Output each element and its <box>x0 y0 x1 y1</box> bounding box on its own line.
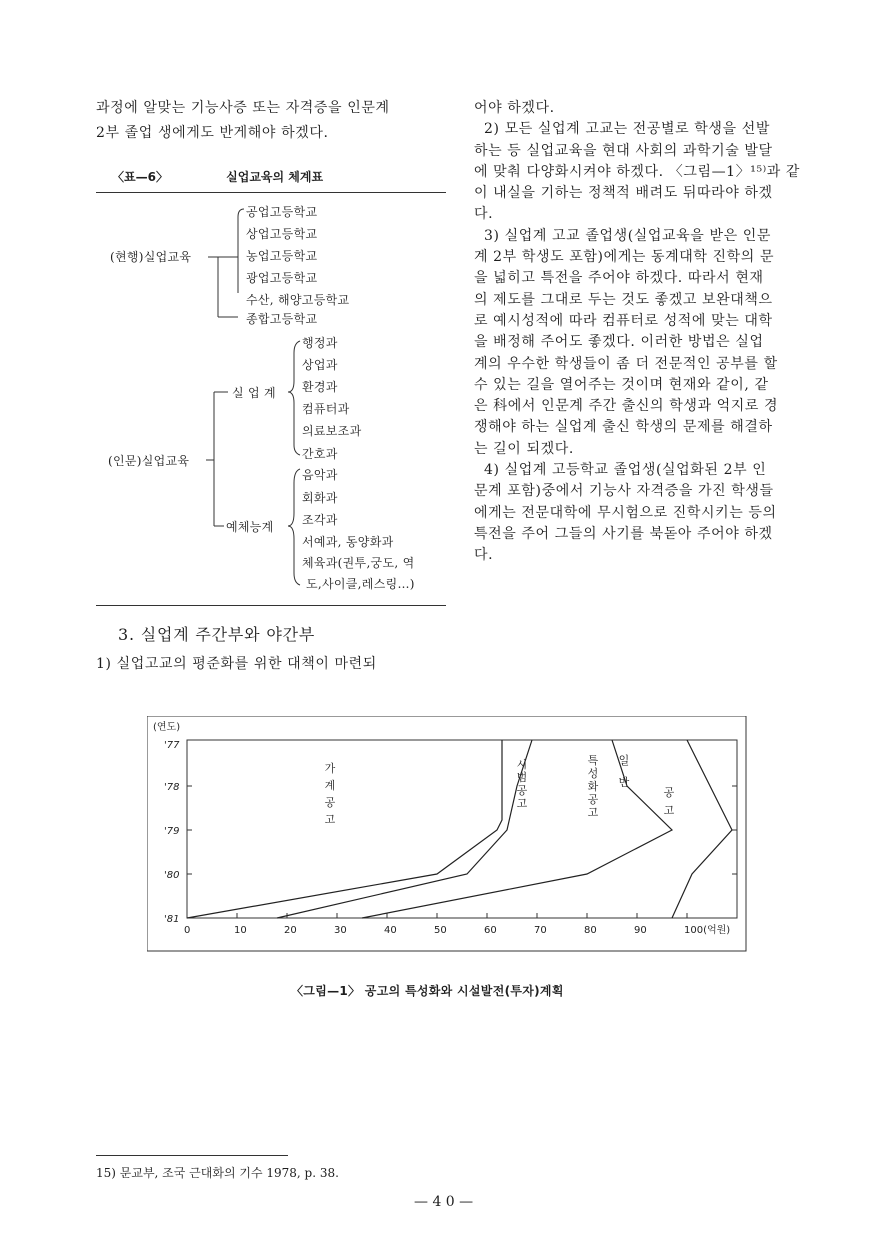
y-tick-label: '77 <box>164 740 180 751</box>
text-line: 에게는 전문대학에 무시험으로 진학시키는 등의 <box>474 504 777 521</box>
region-label-ilban-gonggo: 공 <box>663 786 675 799</box>
x-tick-label: 90 <box>634 925 647 936</box>
department-item: 간호과 <box>302 447 338 461</box>
text-line: 로 예시성적에 따라 컴퓨터로 성적에 맞는 대학 <box>474 312 773 329</box>
text-line: 계의 우수한 학생들이 좀 더 전문적인 공부를 할 <box>474 355 778 372</box>
department-item: 조각과 <box>302 513 338 527</box>
region-label-gagye: 공 <box>324 796 336 809</box>
department-item: 서예과, 동양화과 <box>302 535 394 549</box>
page-number: — 4 0 — <box>414 1194 474 1210</box>
region-label-teukseonghwa: 화 <box>587 780 599 793</box>
department-item: 행정과 <box>302 336 338 350</box>
x-tick-label: 80 <box>584 925 597 936</box>
text-line: 하는 등 실업교육을 현대 사회의 과학기술 발달 <box>474 142 773 159</box>
text-line: 다. <box>474 206 494 223</box>
chart-plot-frame <box>187 740 737 918</box>
left-intro-text <box>96 98 446 145</box>
text-line: 계 2부 학생도 포함)에게는 동계대학 진학의 문 <box>474 249 775 266</box>
region-label-ilban: 반 <box>618 776 630 789</box>
department-item: 도,사이클,레스링…) <box>306 577 415 591</box>
area-chart <box>147 716 747 952</box>
text-line: 는 길이 되겠다. <box>474 440 574 457</box>
region-label-sibeom: 공 <box>516 784 528 797</box>
current-item: 농업고등학교 <box>246 249 318 263</box>
table-title: 실업교육의 체계표 <box>226 170 324 184</box>
x-tick-label: 20 <box>284 925 297 936</box>
region-label-teukseonghwa: 공 <box>587 793 599 806</box>
y-tick-label: '81 <box>164 914 180 925</box>
y-tick-label: '79 <box>164 826 180 837</box>
current-item: 수산, 해양고등학교 <box>246 293 350 307</box>
x-tick-label: 0 <box>184 925 191 936</box>
y-unit-label: (연도) <box>153 722 181 733</box>
y-tick-label: '80 <box>164 870 180 881</box>
section-heading: 3. 실업계 주간부와 야간부 <box>118 625 316 644</box>
text-line: 을 배정해 주어도 좋겠다. 이러한 방법은 실업 <box>474 334 764 351</box>
current-item: 광업고등학교 <box>246 271 318 285</box>
department-item: 의료보조과 <box>302 424 362 438</box>
region-label-sibeom: 시 <box>516 758 528 771</box>
footnote: 15) 문교부, 조국 근대화의 기수 1978, p. 38. <box>96 1166 339 1180</box>
figure-chart <box>147 716 747 952</box>
text-line: 쟁해야 하는 실업계 출신 학생의 문제를 해결하 <box>474 419 773 436</box>
right-column-text <box>474 98 826 567</box>
region-label-ilban: 일 <box>618 754 630 767</box>
x-tick-label: 10 <box>234 925 247 936</box>
text-line: 다. <box>474 547 494 564</box>
branch-vocational: 실 업 계 <box>232 386 276 400</box>
text-line: 은 科에서 인문계 주간 출신의 학생과 억지로 경 <box>474 398 779 415</box>
text-line: 특전을 주어 그들의 사기를 북돋아 주어야 하겠 <box>474 525 773 542</box>
department-item: 체육과(권투,궁도, 역 <box>302 556 415 570</box>
boundary-line <box>672 740 732 918</box>
education-system-table <box>96 192 446 606</box>
x-tick-label: 60 <box>484 925 497 936</box>
text-line: 어야 하겠다. <box>474 100 555 116</box>
region-label-sibeom: 고 <box>516 797 528 810</box>
text-line: 에 맞춰 다양화시켜야 하겠다. 〈그림—1〉¹⁵⁾과 같 <box>474 163 801 180</box>
branch-arts-sports: 예체능계 <box>226 520 274 534</box>
current-item: 종합고등학교 <box>246 312 318 326</box>
text-line: 의 제도를 그대로 두는 것도 좋겠고 보완대책으 <box>474 291 773 308</box>
y-tick-label: '78 <box>164 782 180 793</box>
text-line: 3) 실업계 고교 졸업생(실업교육을 받은 인문 <box>484 227 771 244</box>
department-item: 환경과 <box>302 380 338 394</box>
region-label-ilban-gonggo: 고 <box>663 804 675 817</box>
current-system-root: (현행)실업교육 <box>110 250 192 264</box>
text-line: 이 내실을 기하는 정책적 배려도 뒤따라야 하겠 <box>474 185 773 202</box>
text-line: 수 있는 길을 열어주는 것이며 현재와 같이, 같 <box>474 376 769 393</box>
text-line: 과정에 알맞는 기능사증 또는 자격증을 인문계 <box>96 100 390 116</box>
text-line: 4) 실업계 고등학교 졸업생(실업화된 2부 인 <box>484 462 767 479</box>
region-label-gagye: 고 <box>324 813 336 826</box>
text-line: 문계 포함)중에서 기능사 자격증을 가진 학생들 <box>474 483 774 500</box>
region-label-gagye: 가 <box>324 762 336 775</box>
figure-caption: 〈그림—1〉 공고의 특성화와 시설발전(투자)계획 <box>291 984 564 998</box>
x-tick-label: 40 <box>384 925 397 936</box>
department-item: 컴퓨터과 <box>302 402 350 416</box>
footnote-rule <box>96 1155 288 1156</box>
table-label: 〈표—6〉 <box>112 170 168 184</box>
current-item: 공업고등학교 <box>246 205 318 219</box>
boundary-line <box>277 740 532 918</box>
boundary-line <box>187 740 502 918</box>
current-item: 상업고등학교 <box>246 227 318 241</box>
table-caption <box>112 168 323 185</box>
region-label-gagye: 계 <box>324 779 336 792</box>
department-item: 회화과 <box>302 491 338 505</box>
section-text-line: 1) 실업고교의 평준화를 위한 대책이 마련되 <box>96 656 377 672</box>
x-tick-label: 70 <box>534 925 547 936</box>
region-label-teukseonghwa: 성 <box>587 767 599 780</box>
liberal-system-root: (인문)실업교육 <box>108 454 190 468</box>
region-label-sibeom: 범 <box>516 771 528 784</box>
x-tick-label: 30 <box>334 925 347 936</box>
region-label-teukseonghwa: 고 <box>587 806 599 819</box>
text-line: 2부 졸업 생에게도 반게해야 하겠다. <box>96 125 329 142</box>
text-line: 을 넓히고 특전을 주어야 하겠다. 따라서 현재 <box>474 270 764 287</box>
x-tick-label: 100(억원) <box>684 925 731 936</box>
x-tick-label: 50 <box>434 925 447 936</box>
text-line: 2) 모든 실업계 고교는 전공별로 학생을 선발 <box>484 121 770 138</box>
department-item: 상업과 <box>302 358 338 372</box>
region-label-teukseonghwa: 특 <box>587 754 599 767</box>
department-item: 음악과 <box>302 468 338 482</box>
